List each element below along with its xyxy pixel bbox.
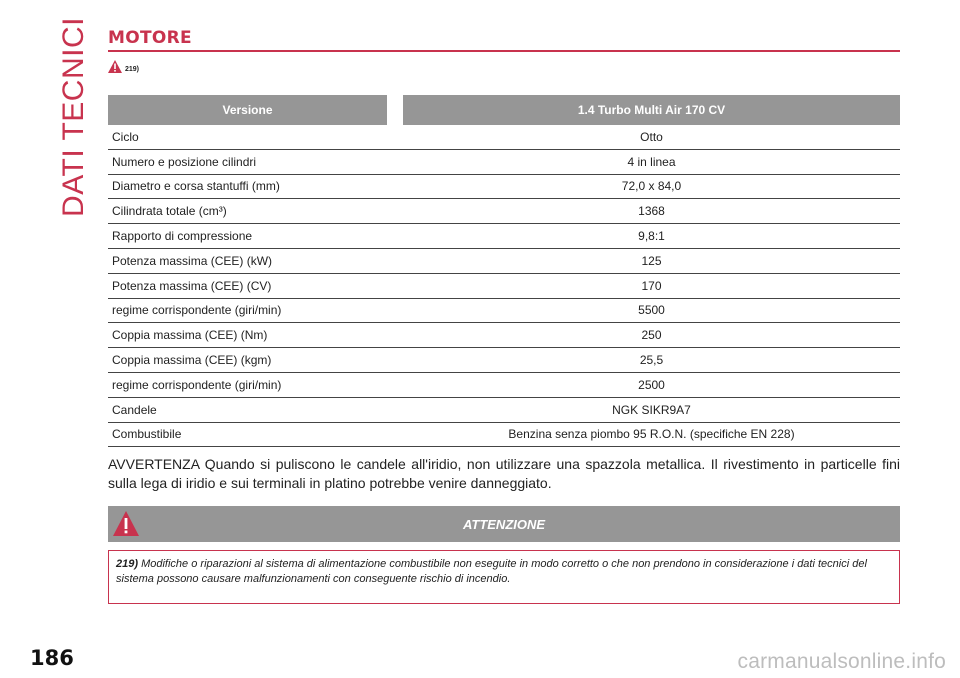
spec-label-cell: regime corrispondente (giri/min) — [108, 298, 403, 323]
section-ref-number: 219) — [125, 66, 140, 73]
table-row — [108, 248, 900, 273]
maintenance-note: AVVERTENZA Quando si puliscono le candele all'iridio, non utilizzare una spazzola metallica. Il rivestimento in particelle fini sulla lega di iridio e sui terminali in platino potrebbe venire danneggiato. — [108, 456, 900, 491]
spec-label-cell: Numero e posizione cilindri — [108, 149, 403, 174]
table-row — [108, 397, 900, 422]
table-row — [108, 348, 900, 373]
spec-label-cell: Coppia massima (CEE) (kgm) — [108, 348, 403, 373]
spec-value-cell: 72,0 x 84,0 — [403, 174, 900, 199]
section-warning-ref — [108, 60, 139, 73]
spec-value-cell: 250 — [403, 323, 900, 348]
spec-value-cell: Otto — [403, 125, 900, 149]
spec-value-cell: 4 in linea — [403, 149, 900, 174]
attention-ref: 219) — [116, 558, 139, 570]
page-number: 186 — [30, 646, 74, 670]
table-body — [108, 125, 900, 447]
side-section-title — [54, 17, 94, 217]
spec-label-cell: Diametro e corsa stantuffi (mm) — [108, 174, 403, 199]
table-row — [108, 372, 900, 397]
warning-triangle-icon — [112, 510, 140, 537]
spec-value-cell: 1368 — [403, 199, 900, 224]
table-row — [108, 224, 900, 249]
column-header-model: 1.4 Turbo Multi Air 170 CV — [403, 95, 900, 125]
attention-title: ATTENZIONE — [462, 516, 546, 532]
table-row — [108, 125, 900, 149]
spec-label-cell: Cilindrata totale (cm³) — [108, 199, 403, 224]
spec-value-cell: 9,8:1 — [403, 224, 900, 249]
spec-label-cell: Potenza massima (CEE) (kW) — [108, 248, 403, 273]
spec-label-cell: Ciclo — [108, 125, 403, 149]
watermark: carmanualsonline.info — [737, 650, 946, 673]
spec-label-cell: Potenza massima (CEE) (CV) — [108, 273, 403, 298]
section-title — [108, 30, 900, 52]
column-header-version: Versione — [108, 95, 387, 125]
warning-triangle-icon — [108, 60, 122, 73]
spec-label-cell: regime corrispondente (giri/min) — [108, 372, 403, 397]
spec-value-cell: 125 — [403, 248, 900, 273]
table-row — [108, 298, 900, 323]
table-row — [108, 273, 900, 298]
spec-label-cell: Rapporto di compressione — [108, 224, 403, 249]
engine-spec-table — [108, 95, 900, 447]
spec-value-cell: 2500 — [403, 372, 900, 397]
spec-label-cell: Combustibile — [108, 422, 403, 447]
spec-value-cell: 170 — [403, 273, 900, 298]
attention-text: Modifiche o riparazioni al sistema di alimentazione combustibile non eseguite in modo corretto o che non prendono in considerazione i dati tecnici del sistema possono causare malfunzionamenti con conseguente rischio di incendio. — [116, 558, 867, 585]
attention-box — [108, 550, 900, 604]
table-row — [108, 174, 900, 199]
spec-value-cell: 25,5 — [403, 348, 900, 373]
spec-label-cell: Coppia massima (CEE) (Nm) — [108, 323, 403, 348]
table-row — [108, 149, 900, 174]
attention-header — [108, 506, 900, 542]
spec-label-cell: Candele — [108, 397, 403, 422]
spec-value-cell: 5500 — [403, 298, 900, 323]
table-row — [108, 323, 900, 348]
table-row — [108, 422, 900, 447]
spec-value-cell: Benzina senza piombo 95 R.O.N. (specifiche EN 228) — [403, 422, 900, 447]
side-section-title-text: DATI TECNICI — [57, 17, 90, 217]
table-row — [108, 199, 900, 224]
spec-value-cell: NGK SIKR9A7 — [403, 397, 900, 422]
table-header-row — [108, 95, 900, 125]
column-header-gap — [387, 95, 403, 125]
section-title-text: MOTORE — [108, 28, 192, 48]
